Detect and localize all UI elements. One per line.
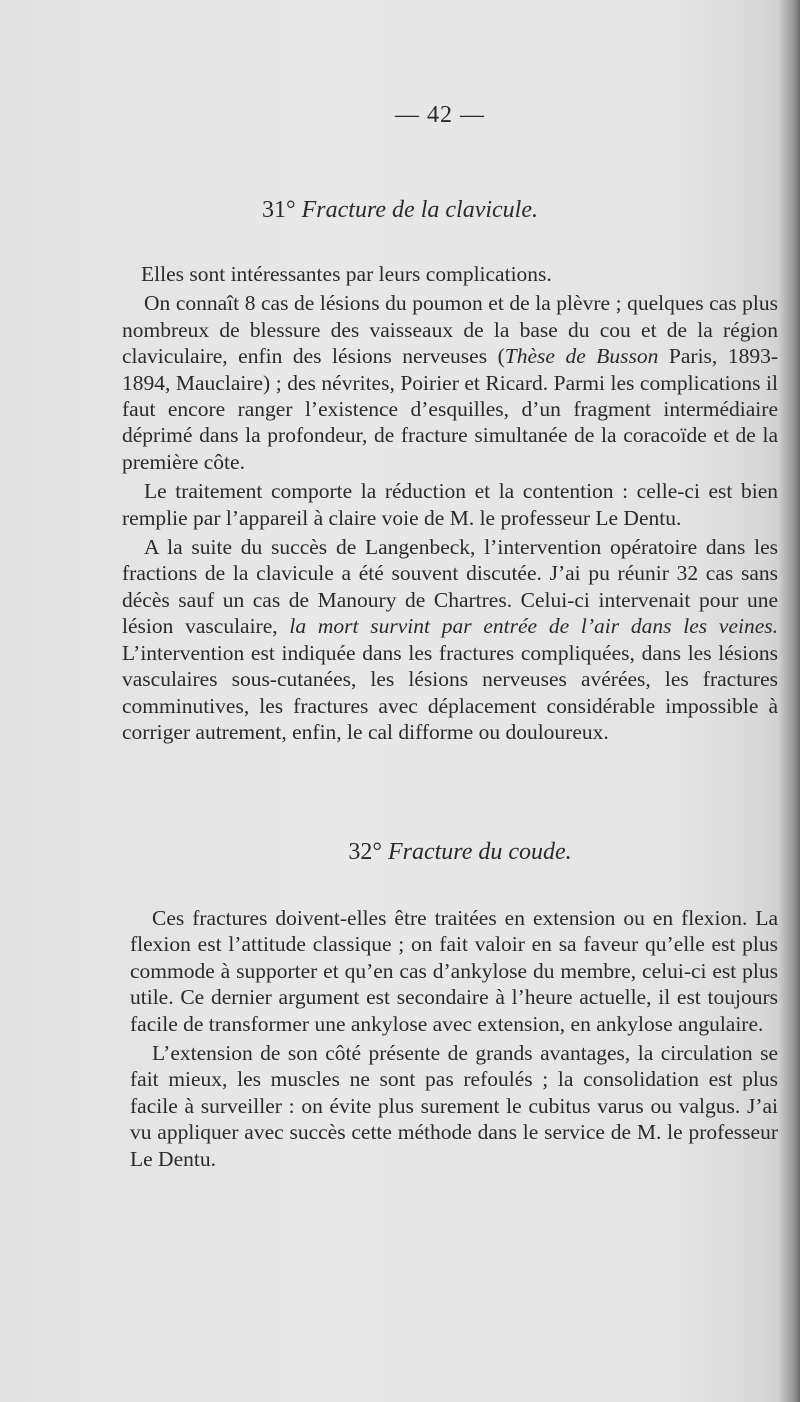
page-number: — 42 — xyxy=(395,102,485,128)
section-number: 31° xyxy=(262,197,296,223)
paragraph xyxy=(122,261,778,287)
text-run: A la suite du succès de Langenbeck, l’intervention opératoire dans les fractions de la clavicule a été souvent discutée. J’ai pu réunir 32 cas sans décès sauf un cas de Manoury de Chartres. Celui-ci intervenait pour une lésion vasculaire, xyxy=(122,535,778,639)
text-run: Elles sont intéressantes par leurs complications. xyxy=(141,262,552,286)
section-heading: Fracture de la clavicule. xyxy=(301,197,538,223)
section-number: 32° xyxy=(348,839,382,865)
section-body xyxy=(130,905,778,1172)
text-run: L’intervention est indiquée dans les fractures compliquées, dans les lésions vasculaires sous-cutanées, les lésions nerveuses avérées, les fractures comminutives, les fractures avec déplacement considérable impossible à corriger autrement, enfin, le cal difforme ou douloureux. xyxy=(122,640,778,744)
text-run: Ces fractures doivent-elles être traitées en extension ou en flexion. La flexion est l’attitude classique ; on fait valoir en sa faveur qu’elle est plus commode à supporter et qu’en cas d’ankylose du membre, celui-ci est plus utile. Ce dernier argument est secondaire à l’heure actuelle, il est toujours facile de transformer une ankylose avec extension, en ankylose angulaire. xyxy=(130,906,778,1036)
text-run: Paris, 1893-1894, Mauclaire) ; des névrites, Poirier et Ricard. Parmi les complications il faut encore ranger l’existence d’esquilles, d’un fragment intermédiaire déprimé dans la profondeur, de fracture simultanée de la coracoïde et de la première côte. xyxy=(122,344,778,474)
text-run: Le traitement comporte la réduction et la contention : celle-ci est bien remplie par l’appareil à claire voie de M. le professeur Le Dentu. xyxy=(122,479,778,530)
paragraph xyxy=(122,534,778,745)
section-title xyxy=(0,839,800,866)
paragraph xyxy=(122,478,778,531)
italic-run: Thèse de Busson xyxy=(504,344,659,369)
italic-run: la mort survint par entrée de l’air dans les veines. xyxy=(289,614,778,639)
page-edge-shadow xyxy=(778,0,800,1402)
text-run: L’extension de son côté présente de grands avantages, la circulation se fait mieux, les muscles ne sont pas refoulés ; la consolidation est plus facile à surveiller : on évite plus surement le cubitus varus ou valgus. J’ai vu appliquer avec succès cette méthode dans le service de M. le professeur Le Dentu. xyxy=(130,1041,778,1171)
section-heading: Fracture du coude. xyxy=(387,839,572,865)
section-title xyxy=(0,197,800,224)
paragraph xyxy=(122,290,778,475)
text-run: On connaît 8 cas de lésions du poumon et de la plèvre ; quelques cas plus nombreux de blessure des vaisseaux de la base du cou et de la région claviculaire, enfin des lésions nerveuses ( xyxy=(122,291,778,369)
section-body xyxy=(122,261,778,745)
paragraph xyxy=(130,905,778,1037)
paragraph xyxy=(130,1040,778,1172)
